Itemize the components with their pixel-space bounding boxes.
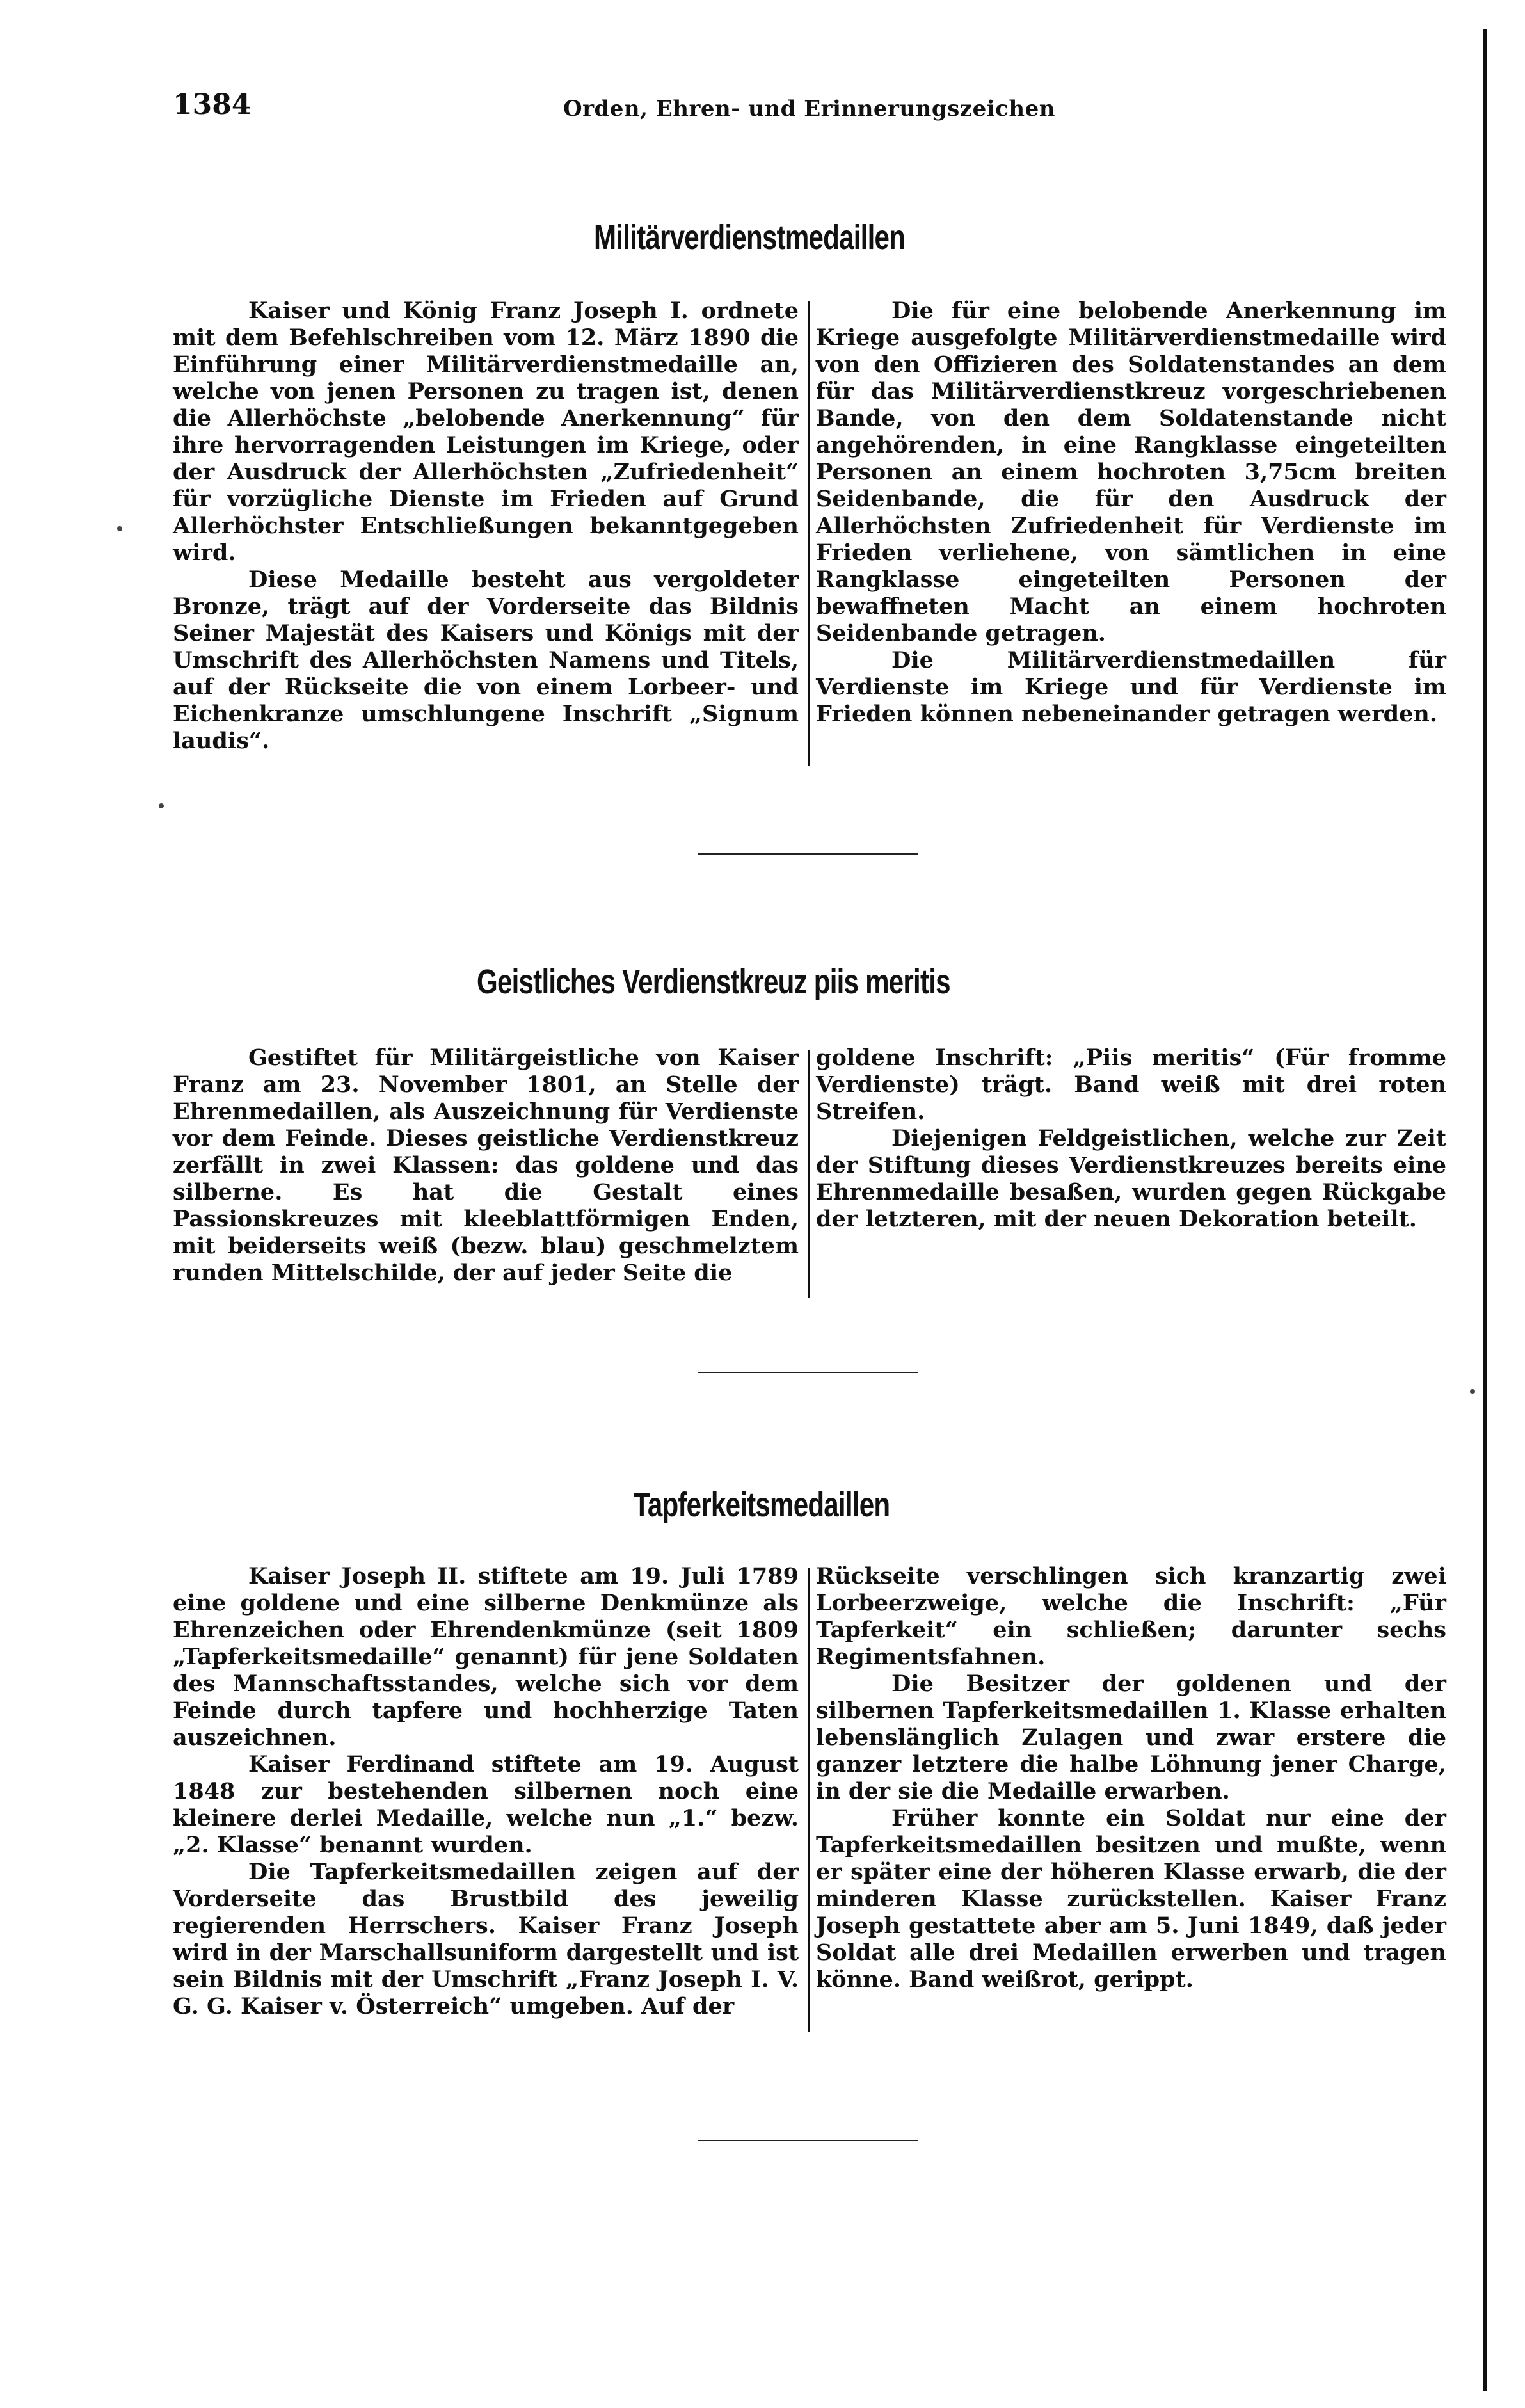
running-title: Orden, Ehren- und Erinnerungszeichen	[563, 96, 1055, 122]
paragraph: Die Tapferkeitsmedaillen zeigen auf der Vorderseite das Brustbild des jeweilig regierenden Herrschers. Kaiser Franz Joseph wird in der Marschallsuniform dargestellt und ist sein Bildnis mit der Umschrift „Franz Joseph I. V. G. G. Kaiser v. Österreich“ umgeben. Auf der	[173, 1859, 799, 2019]
section-3-left-column	[173, 1563, 799, 2020]
page-header	[173, 88, 1069, 133]
paragraph: Die Besitzer der goldenen und der silbernen Tapferkeitsmedaillen 1. Klasse erhalten lebenslänglich Zulagen und zwar erstere die ganzer letztere die halbe Löhnung jener Charge, in der sie die Medaille erwarben.	[816, 1671, 1446, 1804]
column-divider	[808, 1050, 810, 1298]
paragraph: Die Militärverdienstmedaillen für Verdienste im Kriege und für Verdienste im Frieden können nebeneinander getragen werden.	[816, 647, 1446, 727]
paragraph: goldene Inschrift: „Piis meritis“ (Für fromme Verdienste) trägt. Band weiß mit drei roten Streifen.	[816, 1045, 1446, 1125]
paragraph: Diejenigen Feldgeistlichen, welche zur Zeit der Stiftung dieses Verdienstkreuzes bereits eine Ehrenmedaille besaßen, wurden gegen Rückgabe der letzteren, mit der neuen Dekoration beteilt.	[816, 1125, 1446, 1232]
paragraph: Diese Medaille besteht aus vergoldeter Bronze, trägt auf der Vorderseite das Bildnis Seiner Majestät des Kaisers und Königs mit der Umschrift des Allerhöchsten Namens und Titels, auf der Rückseite die von einem Lorbeer- und Eichenkranze umschlungene Inschrift „Signum laudis“.	[173, 566, 799, 754]
section-2-right-column	[816, 1045, 1446, 1233]
section-title-militaerverdienstmedaillen: Militärverdienstmedaillen	[594, 218, 906, 257]
paragraph: Früher konnte ein Soldat nur eine der Tapferkeitsmedaillen besitzen und mußte, wenn er später eine der höheren Klasse erwarb, die der minderen Klasse zurückstellen. Kaiser Franz Joseph gestattete aber am 5. Juni 1849, daß jeder Soldat alle drei Medaillen erwerben und tragen könne. Band weißrot, gerippt.	[816, 1805, 1446, 1993]
section-separator	[698, 2140, 918, 2141]
section-2-left-column	[173, 1045, 799, 1287]
paragraph: Kaiser Ferdinand stiftete am 19. August 1848 zur bestehenden silbernen noch eine kleinere derlei Medaille, welche nun „1.“ bezw. „2. Klasse“ benannt wurden.	[173, 1751, 799, 1858]
section-1-right-column	[816, 298, 1446, 728]
column-divider	[808, 301, 810, 766]
column-divider	[808, 1568, 810, 2032]
paragraph: Gestiftet für Militärgeistliche von Kaiser Franz am 23. November 1801, an Stelle der Ehrenmedaillen, als Auszeichnung für Verdienste vor dem Feinde. Dieses geistliche Verdienstkreuz zerfällt in zwei Klassen: das goldene und das silberne. Es hat die Gestalt eines Passionskreuzes mit kleeblattförmigen Enden, mit beiderseits weiß (bezw. blau) geschmelztem runden Mittelschilde, der auf jeder Seite die	[173, 1045, 799, 1286]
page-edge-border	[1483, 29, 1487, 2391]
section-separator	[698, 1372, 918, 1373]
paragraph: Die für eine belobende Anerkennung im Kriege ausgefolgte Militärverdienstmedaille wird von den Offizieren des Soldatenstandes an dem für das Militärverdienstkreuz vorgeschriebenen Bande, von den dem Soldatenstande nicht angehörenden, in eine Rangklasse eingeteilten Personen an einem hochroten 3,75cm breiten Seidenbande, die für den Ausdruck der Allerhöchsten Zufriedenheit für Verdienste im Frieden verliehene, von sämtlichen in eine Rangklasse eingeteilten Personen der bewaffneten Macht an einem hochroten Seidenbande getragen.	[816, 298, 1446, 646]
scan-speck	[1470, 1389, 1475, 1394]
paragraph: Kaiser und König Franz Joseph I. ordnete mit dem Befehlschreiben vom 12. März 1890 die Einführung einer Militärverdienstmedaille an, welche von jenen Personen zu tragen ist, denen die Allerhöchste „belobende Anerkennung“ für ihre hervorragenden Leistungen im Kriege, oder der Ausdruck der Allerhöchsten „Zufriedenheit“ für vorzügliche Dienste im Frieden auf Grund Allerhöchster Entschließungen bekanntgegeben wird.	[173, 298, 799, 566]
page-number: 1384	[173, 88, 252, 121]
section-title-tapferkeitsmedaillen: Tapferkeitsmedaillen	[634, 1486, 890, 1524]
scan-speck	[117, 526, 122, 531]
section-title-geistliches-verdienstkreuz: Geistliches Verdienstkreuz piis meritis	[477, 963, 950, 1001]
paragraph: Kaiser Joseph II. stiftete am 19. Juli 1789 eine goldene und eine silberne Denkmünze als Ehrenzeichen oder Ehrendenkmünze (seit 1809 „Tapferkeitsmedaille“ genannt) für jene Soldaten des Mannschaftsstandes, welche sich vor dem Feinde durch tapfere und hochherzige Taten auszeichnen.	[173, 1563, 799, 1751]
section-separator	[698, 853, 918, 855]
section-1-left-column	[173, 298, 799, 755]
paragraph: Rückseite verschlingen sich kranzartig zwei Lorbeerzweige, welche die Inschrift: „Für Tapferkeit“ ein schließen; darunter sechs Regimentsfahnen.	[816, 1563, 1446, 1670]
section-3-right-column	[816, 1563, 1446, 1993]
scan-speck	[159, 803, 164, 808]
